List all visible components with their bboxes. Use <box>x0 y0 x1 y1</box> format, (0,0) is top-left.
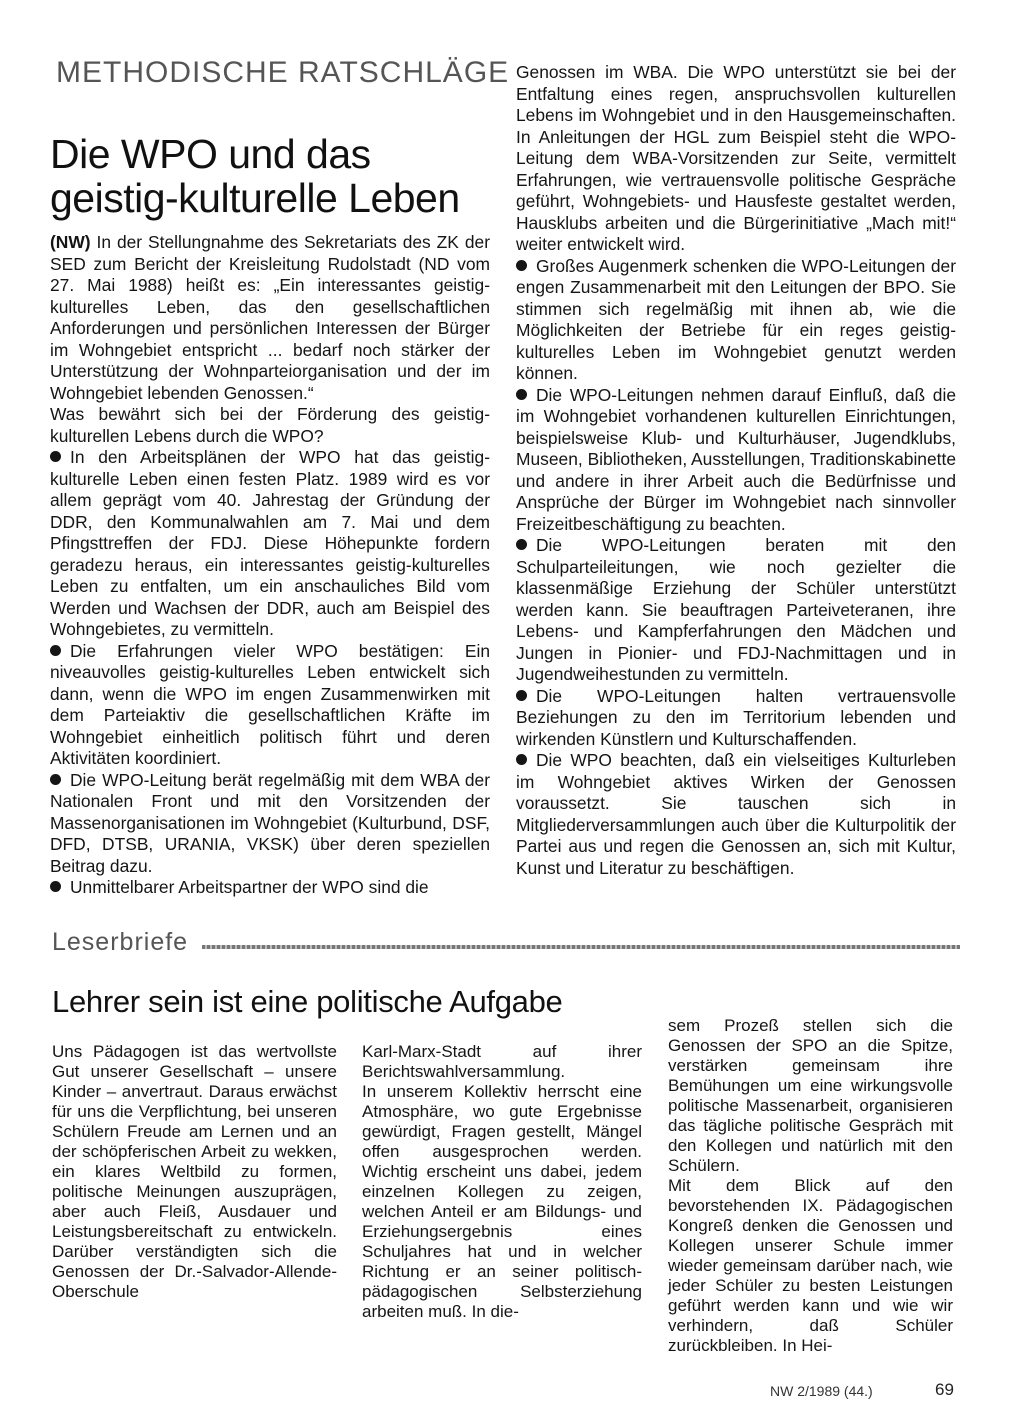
bullet-paragraph: Die WPO-Leitung berät regelmäßig mit dem WBA der Nationalen Front und mit den Vorsitzenden der Massenorganisationen im Wohngebiet (Kulturbund, DSF, DFD, DTSB, URANIA, VKSK) über deren speziellen Beitrag dazu. <box>50 769 490 876</box>
letters-section-label: Leserbriefe <box>52 928 189 956</box>
question-paragraph: Was bewährt sich bei der Förderung des geistig-kulturellen Lebens durch die WPO? <box>50 404 490 446</box>
continuation-paragraph: Genossen im WBA. Die WPO unterstützt sie bei der Entfaltung eines regen, anspruchsvollen kulturellen Lebens im Wohngebiet und in den Hausgemeinschaften. In Anleitungen der HGL zum Beispiel steht die WPO-Leitung dem WBA-Vorsitzenden zur Seite, vermittelt Erfahrungen, wie vertrauensvolle politische Gespräche geführt, Wohngebiets- und Hausfeste gestaltet werden, Hausklubs arbeiten und die Bürgerinitiative „Mach mit!“ weiter entwickelt wird. <box>516 62 956 254</box>
source-tag: (NW) <box>50 232 91 252</box>
letter-paragraph: sem Prozeß stellen sich die Genossen der SPO an die Spitze, verstärken gemeinsam ihre Bemühungen um eine wirkungsvolle politische Massenarbeit, organisieren das tägliche politische Gespräch mit den Kollegen und natürlich mit den Schülern. <box>668 1016 953 1175</box>
letter-paragraph: In unserem Kollektiv herrscht eine Atmosphäre, wo gute Ergebnisse gewürdigt, Fragen gestellt, Mängel offen ausgesprochen werden. Wichtig erscheint uns dabei, jedem einzelnen Kollegen zu zeigen, welchen Anteil er am Bildungs- und Erziehungsergebnis eines Schuljahres hat und in welcher Richtung er an seiner politisch-pädagogischen Selbsterziehung arbeiten muß. In die- <box>362 1082 642 1321</box>
bullet-paragraph: Unmittelbarer Arbeitspartner der WPO sind die <box>50 877 490 899</box>
letter-column-2 <box>362 1042 642 1322</box>
bullet-paragraph: Die WPO beachten, daß ein vielseitiges Kulturleben im Wohngebiet aktives Wirken der Genossen voraussetzt. Sie tauschen sich in Mitgliederversammlungen auch über die Kulturpolitik der Partei aus und regen die Genossen an, sich mit Kultur, Kunst und Literatur zu beschäftigen. <box>516 750 956 878</box>
issue-reference: NW 2/1989 (44.) <box>770 1383 873 1399</box>
bullet-paragraph: Die WPO-Leitungen beraten mit den Schulparteileitungen, wie noch gezielter die klassenmäßige Erziehung der Schüler unterstützt werden kann. Sie beauftragen Parteiveteranen, ihre Lebens- und Kampferfahrungen den Mädchen und Jungen in Pionier- und FDJ-Nachmittagen und in Jugendweihestunden zu vermitteln. <box>516 535 956 684</box>
intro-paragraph <box>50 232 490 404</box>
letter-column-1 <box>52 1042 337 1302</box>
article-title-line-2: geistig-kulturelle Leben <box>50 175 460 221</box>
bullet-paragraph: Die Erfahrungen vieler WPO bestätigen: Ein niveauvolles geistig-kulturelles Leben entwickelt sich dann, wenn die WPO im engen Zusammenwirken mit dem Parteiaktiv die gesellschaftlichen Kräfte im Wohngebiet einheitlich politisch führt und deren Aktivitäten koordiniert. <box>50 640 490 768</box>
intro-text: In der Stellungnahme des Sekretariats des ZK der SED zum Bericht der Kreisleitung Rudolstadt (ND vom 27. Mai 1988) heißt es: „Ein interessantes geistig-kulturelles Leben, das den gesellschaftlichen Anforderungen und persönlichen Interessen der Bürger im Wohngebiet entspricht ... bedarf noch stärker der Unterstützung der Wohnparteiorganisation und der im Wohngebiet lebenden Genossen.“ <box>50 232 490 403</box>
page-number: 69 <box>935 1380 954 1399</box>
letter-paragraph: Karl-Marx-Stadt auf ihrer Berichtswahlversammlung. <box>362 1042 642 1081</box>
article-title <box>50 132 490 220</box>
letter-paragraph: Uns Pädagogen ist das wertvollste Gut unserer Gesellschaft – unsere Kinder – anvertraut. Daraus erwächst für uns die Verpflichtung, bei unseren Schülern Freude am Lernen und an der schöpferischen Arbeit zu wekken, ein klares Weltbild zu formen, politische Meinungen auszuprägen, aber auch Fleiß, Ausdauer und Leistungsbereitschaft zu entwickeln. Darüber verständigten sich die Genossen der Dr.-Salvador-Allende-Oberschule <box>52 1042 337 1301</box>
article-column-right <box>516 62 956 879</box>
letters-section-header <box>52 928 962 968</box>
article-title-line-1: Die WPO und das <box>50 131 371 177</box>
bullet-paragraph: Die WPO-Leitungen nehmen darauf Einfluß, daß die im Wohngebiet vorhandenen kulturellen Einrichtungen, beispielsweise Klub- und Kulturhäuser, Jugendklubs, Museen, Bibliotheken, Ausstellungen, Traditionskabinette und andere in ihrer Arbeit auch die Bedürfnisse und Ansprüche der Bürger im Wohngebiet nach sinnvoller Freizeitbeschäftigung zu beachten. <box>516 384 956 534</box>
bullet-paragraph: In den Arbeitsplänen der WPO hat das geistig-kulturelle Leben einen festen Platz. 1989 wird es vor allem geprägt vom 40. Jahrestag der Gründung der DDR, den Kommunalwahlen am 7. Mai und dem Pfingsttreffen der FDJ. Diese Höhepunkte fordern geradezu heraus, ein interessantes geistig-kulturelles Leben zu entfalten, um ein anschauliches Bild vom Werden und Wachsen der DDR, auch am Beispiel des Wohngebietes, zu vermitteln. <box>50 447 490 639</box>
section-kicker: METHODISCHE RATSCHLÄGE <box>56 56 510 89</box>
article-column-left <box>50 232 490 899</box>
letter-paragraph: Mit dem Blick auf den bevorstehenden IX. Pädagogischen Kongreß denken die Genossen und Kollegen unserer Schule immer wieder gemeinsam darüber nach, wie jeder Schüler zu besten Leistungen geführt werden kann und wie wir verhindern, daß Schüler zurückbleiben. In Hei- <box>668 1176 953 1355</box>
bullet-paragraph: Die WPO-Leitungen halten vertrauensvolle Beziehungen zu den im Territorium lebenden und wirkenden Künstlern und Kulturschaffenden. <box>516 685 956 749</box>
letter-column-3 <box>668 1016 953 1356</box>
letter-title: Lehrer sein ist eine politische Aufgabe <box>52 984 563 1019</box>
section-divider <box>202 945 960 949</box>
bullet-paragraph: Großes Augenmerk schenken die WPO-Leitungen der engen Zusammenarbeit mit den Leitungen der BPO. Sie stimmen sich regelmäßig mit ihnen ab, wie die Möglichkeiten der Betriebe für ein reges geistig-kulturelles Leben im Wohngebiet genutzt werden können. <box>516 255 956 383</box>
